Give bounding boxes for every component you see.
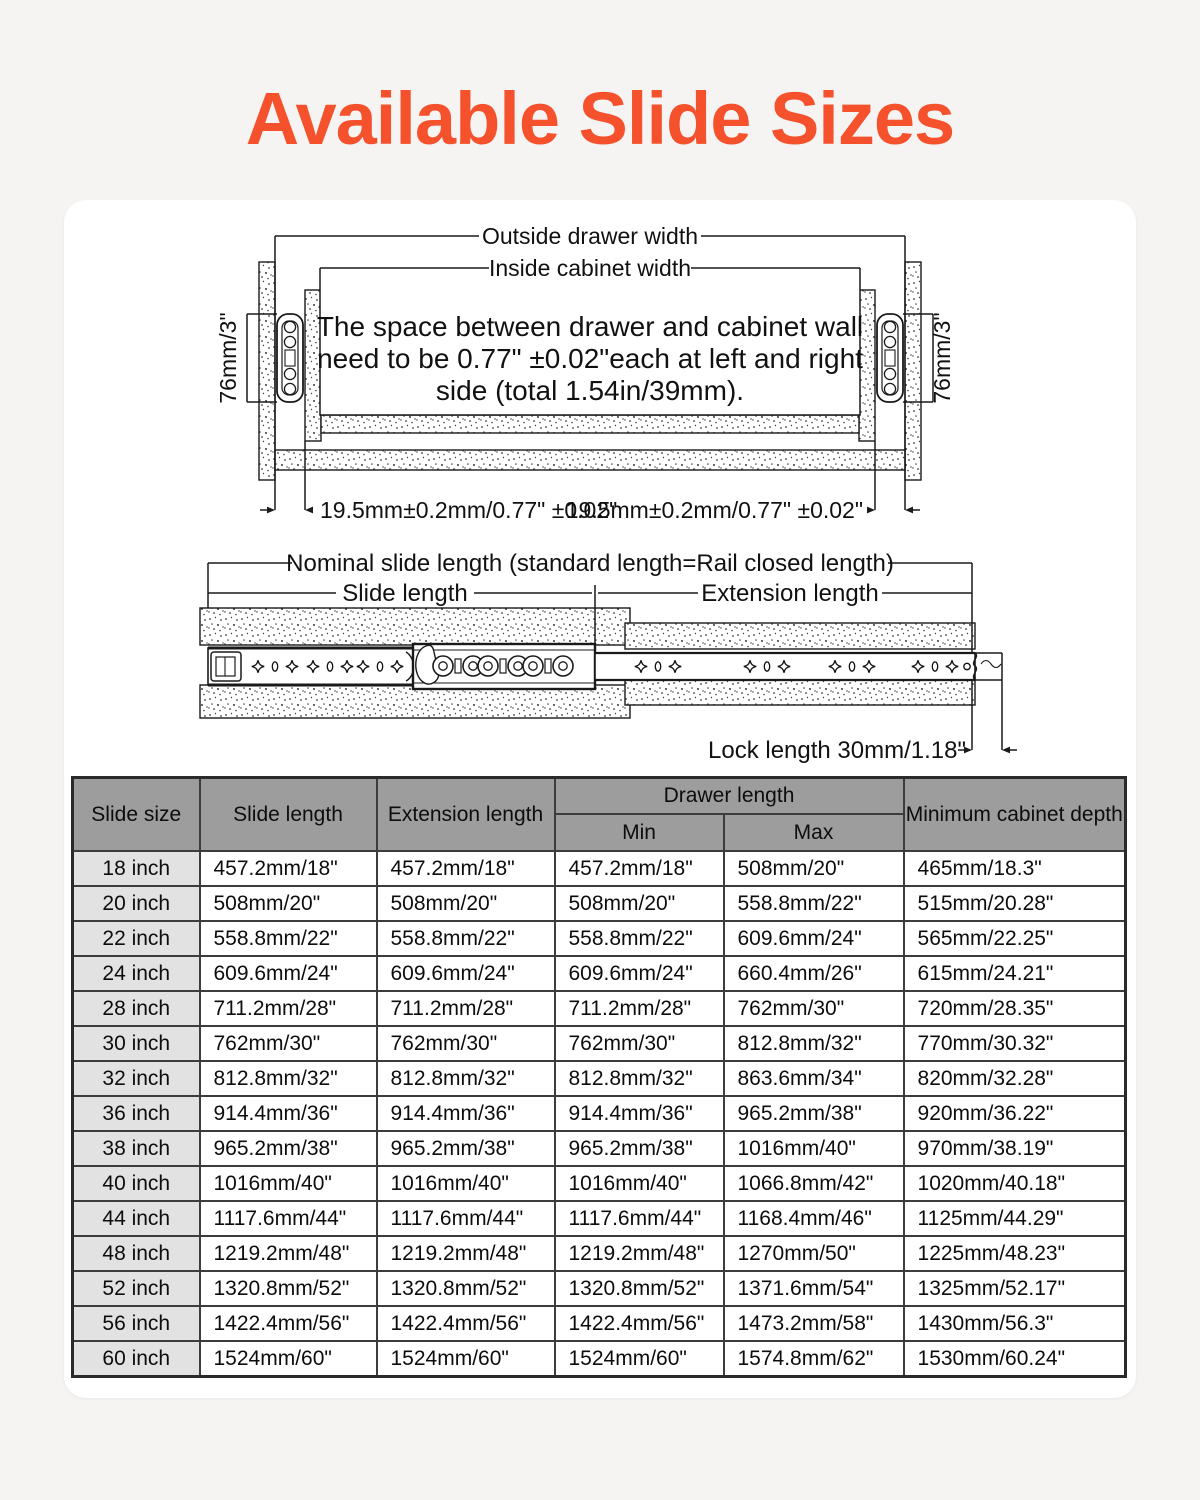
table-cell: 457.2mm/18" — [377, 851, 555, 886]
header-min-cabinet-depth: Minimum cabinet depth — [904, 778, 1126, 852]
table-cell: 711.2mm/28" — [200, 991, 377, 1026]
table-cell: 812.8mm/32" — [200, 1061, 377, 1096]
row-size-cell: 22 inch — [73, 921, 200, 956]
table-cell: 1422.4mm/56" — [555, 1306, 724, 1341]
right-slide-height-label: 76mm/3" — [929, 312, 955, 404]
slide-length-label: Slide length — [342, 580, 468, 607]
table-cell: 1016mm/40" — [200, 1166, 377, 1201]
table-cell: 965.2mm/38" — [377, 1131, 555, 1166]
table-cell: 1016mm/40" — [377, 1166, 555, 1201]
table-cell: 863.6mm/34" — [724, 1061, 904, 1096]
table-cell: 812.8mm/32" — [555, 1061, 724, 1096]
table-row — [73, 1026, 1126, 1061]
table-cell: 1219.2mm/48" — [555, 1236, 724, 1271]
right-cabinet-wall — [905, 262, 921, 480]
table-cell: 965.2mm/38" — [555, 1131, 724, 1166]
table-row — [73, 886, 1126, 921]
header-drawer-min: Min — [555, 814, 724, 851]
table-cell: 508mm/20" — [377, 886, 555, 921]
row-size-cell: 32 inch — [73, 1061, 200, 1096]
table-cell: 1422.4mm/56" — [377, 1306, 555, 1341]
table-row — [73, 1341, 1126, 1377]
table-cell: 970mm/38.19" — [904, 1131, 1126, 1166]
nominal-length-label: Nominal slide length (standard length=Rail closed length) — [286, 550, 894, 577]
clearance-note-line3: side (total 1.54in/39mm). — [435, 375, 745, 406]
table-cell: 1117.6mm/44" — [555, 1201, 724, 1236]
header-drawer-max: Max — [724, 814, 904, 851]
table-cell: 762mm/30" — [200, 1026, 377, 1061]
table-cell: 1117.6mm/44" — [377, 1201, 555, 1236]
table-cell: 558.8mm/22" — [377, 921, 555, 956]
table-cell: 660.4mm/26" — [724, 956, 904, 991]
cabinet-bottom-board — [275, 450, 905, 470]
table-cell: 1320.8mm/52" — [555, 1271, 724, 1306]
table-cell: 820mm/32.28" — [904, 1061, 1126, 1096]
table-cell: 1020mm/40.18" — [904, 1166, 1126, 1201]
table-cell: 711.2mm/28" — [377, 991, 555, 1026]
clearance-note-line2: need to be 0.77" ±0.02"each at left and right — [317, 343, 863, 374]
left-top-wood-block — [200, 608, 630, 645]
lock-length-label: Lock length 30mm/1.18" — [708, 737, 966, 764]
table-row — [73, 1201, 1126, 1236]
table-row — [73, 1166, 1126, 1201]
table-cell: 770mm/30.32" — [904, 1026, 1126, 1061]
right-gap-label: 19.5mm±0.2mm/0.77" ±0.02" — [565, 497, 863, 523]
row-size-cell: 18 inch — [73, 851, 200, 886]
table-cell: 1530mm/60.24" — [904, 1341, 1126, 1377]
table-cell: 457.2mm/18" — [555, 851, 724, 886]
table-cell: 965.2mm/38" — [724, 1096, 904, 1131]
table-cell: 1219.2mm/48" — [200, 1236, 377, 1271]
table-cell: 558.8mm/22" — [200, 921, 377, 956]
table-cell: 762mm/30" — [377, 1026, 555, 1061]
table-cell: 1325mm/52.17" — [904, 1271, 1126, 1306]
drawer-bottom-board — [321, 415, 859, 433]
table-cell: 1320.8mm/52" — [200, 1271, 377, 1306]
table-cell: 609.6mm/24" — [377, 956, 555, 991]
table-cell: 508mm/20" — [200, 886, 377, 921]
clearance-note-line1: The space between drawer and cabinet wall — [316, 311, 864, 342]
content-card — [64, 200, 1136, 1398]
table-row — [73, 1306, 1126, 1341]
table-cell: 457.2mm/18" — [200, 851, 377, 886]
table-cell: 1574.8mm/62" — [724, 1341, 904, 1377]
header-drawer-length: Drawer length — [555, 778, 904, 815]
table-cell: 914.4mm/36" — [200, 1096, 377, 1131]
table-cell: 1430mm/56.3" — [904, 1306, 1126, 1341]
table-cell: 1125mm/44.29" — [904, 1201, 1126, 1236]
table-cell: 812.8mm/32" — [377, 1061, 555, 1096]
size-table-container — [71, 776, 1124, 1378]
table-cell: 609.6mm/24" — [200, 956, 377, 991]
table-cell: 558.8mm/22" — [724, 886, 904, 921]
table-cell: 1320.8mm/52" — [377, 1271, 555, 1306]
row-size-cell: 60 inch — [73, 1341, 200, 1377]
table-cell: 1016mm/40" — [724, 1131, 904, 1166]
header-extension-length: Extension length — [377, 778, 555, 852]
table-cell: 1225mm/48.23" — [904, 1236, 1126, 1271]
table-row — [73, 991, 1126, 1026]
table-row — [73, 956, 1126, 991]
row-size-cell: 30 inch — [73, 1026, 200, 1061]
header-slide-length: Slide length — [200, 778, 377, 852]
left-cabinet-wall — [259, 262, 275, 480]
table-cell: 812.8mm/32" — [724, 1026, 904, 1061]
table-row — [73, 851, 1126, 886]
header-slide-size: Slide size — [73, 778, 200, 852]
extension-length-label: Extension length — [701, 580, 879, 607]
table-row — [73, 921, 1126, 956]
table-cell: 1117.6mm/44" — [200, 1201, 377, 1236]
table-cell: 609.6mm/24" — [724, 921, 904, 956]
table-cell: 615mm/24.21" — [904, 956, 1126, 991]
table-cell: 914.4mm/36" — [377, 1096, 555, 1131]
left-slide-cross-section — [277, 314, 303, 402]
table-cell: 762mm/30" — [724, 991, 904, 1026]
table-cell: 720mm/28.35" — [904, 991, 1126, 1026]
table-row — [73, 1271, 1126, 1306]
row-size-cell: 36 inch — [73, 1096, 200, 1131]
row-size-cell: 40 inch — [73, 1166, 200, 1201]
right-slide-cross-section — [877, 314, 903, 402]
row-size-cell: 44 inch — [73, 1201, 200, 1236]
table-cell: 508mm/20" — [724, 851, 904, 886]
right-bottom-wood-block — [625, 678, 975, 705]
table-cell: 465mm/18.3" — [904, 851, 1126, 886]
table-cell: 1371.6mm/54" — [724, 1271, 904, 1306]
installation-diagram — [215, 223, 955, 523]
slide-size-table — [71, 776, 1127, 1378]
table-row — [73, 1236, 1126, 1271]
table-cell: 1219.2mm/48" — [377, 1236, 555, 1271]
table-cell: 1473.2mm/58" — [724, 1306, 904, 1341]
table-cell: 609.6mm/24" — [555, 956, 724, 991]
row-size-cell: 56 inch — [73, 1306, 200, 1341]
table-cell: 558.8mm/22" — [555, 921, 724, 956]
table-cell: 565mm/22.25" — [904, 921, 1126, 956]
table-cell: 1422.4mm/56" — [200, 1306, 377, 1341]
table-cell: 1524mm/60" — [200, 1341, 377, 1377]
table-cell: 914.4mm/36" — [555, 1096, 724, 1131]
table-cell: 762mm/30" — [555, 1026, 724, 1061]
size-table-body — [73, 851, 1126, 1377]
row-size-cell: 48 inch — [73, 1236, 200, 1271]
table-cell: 920mm/36.22" — [904, 1096, 1126, 1131]
row-size-cell: 20 inch — [73, 886, 200, 921]
table-row — [73, 1131, 1126, 1166]
table-cell: 1524mm/60" — [555, 1341, 724, 1377]
table-row — [73, 1061, 1126, 1096]
slide-length-diagram — [200, 550, 1017, 764]
right-top-wood-block — [625, 623, 975, 649]
table-cell: 508mm/20" — [555, 886, 724, 921]
table-cell: 1168.4mm/46" — [724, 1201, 904, 1236]
left-gap-label: 19.5mm±0.2mm/0.77" ±0.02" — [320, 497, 618, 523]
table-cell: 1270mm/50" — [724, 1236, 904, 1271]
table-cell: 711.2mm/28" — [555, 991, 724, 1026]
row-size-cell: 28 inch — [73, 991, 200, 1026]
table-cell: 1066.8mm/42" — [724, 1166, 904, 1201]
table-row — [73, 1096, 1126, 1131]
table-cell: 515mm/20.28" — [904, 886, 1126, 921]
table-cell: 1016mm/40" — [555, 1166, 724, 1201]
table-cell: 1524mm/60" — [377, 1341, 555, 1377]
row-size-cell: 38 inch — [73, 1131, 200, 1166]
inside-cabinet-width-label: Inside cabinet width — [488, 255, 692, 281]
row-size-cell: 52 inch — [73, 1271, 200, 1306]
table-cell: 965.2mm/38" — [200, 1131, 377, 1166]
row-size-cell: 24 inch — [73, 956, 200, 991]
outside-drawer-width-label: Outside drawer width — [481, 223, 699, 249]
left-slide-height-label: 76mm/3" — [215, 312, 241, 404]
page-title: Available Slide Sizes — [245, 77, 955, 160]
